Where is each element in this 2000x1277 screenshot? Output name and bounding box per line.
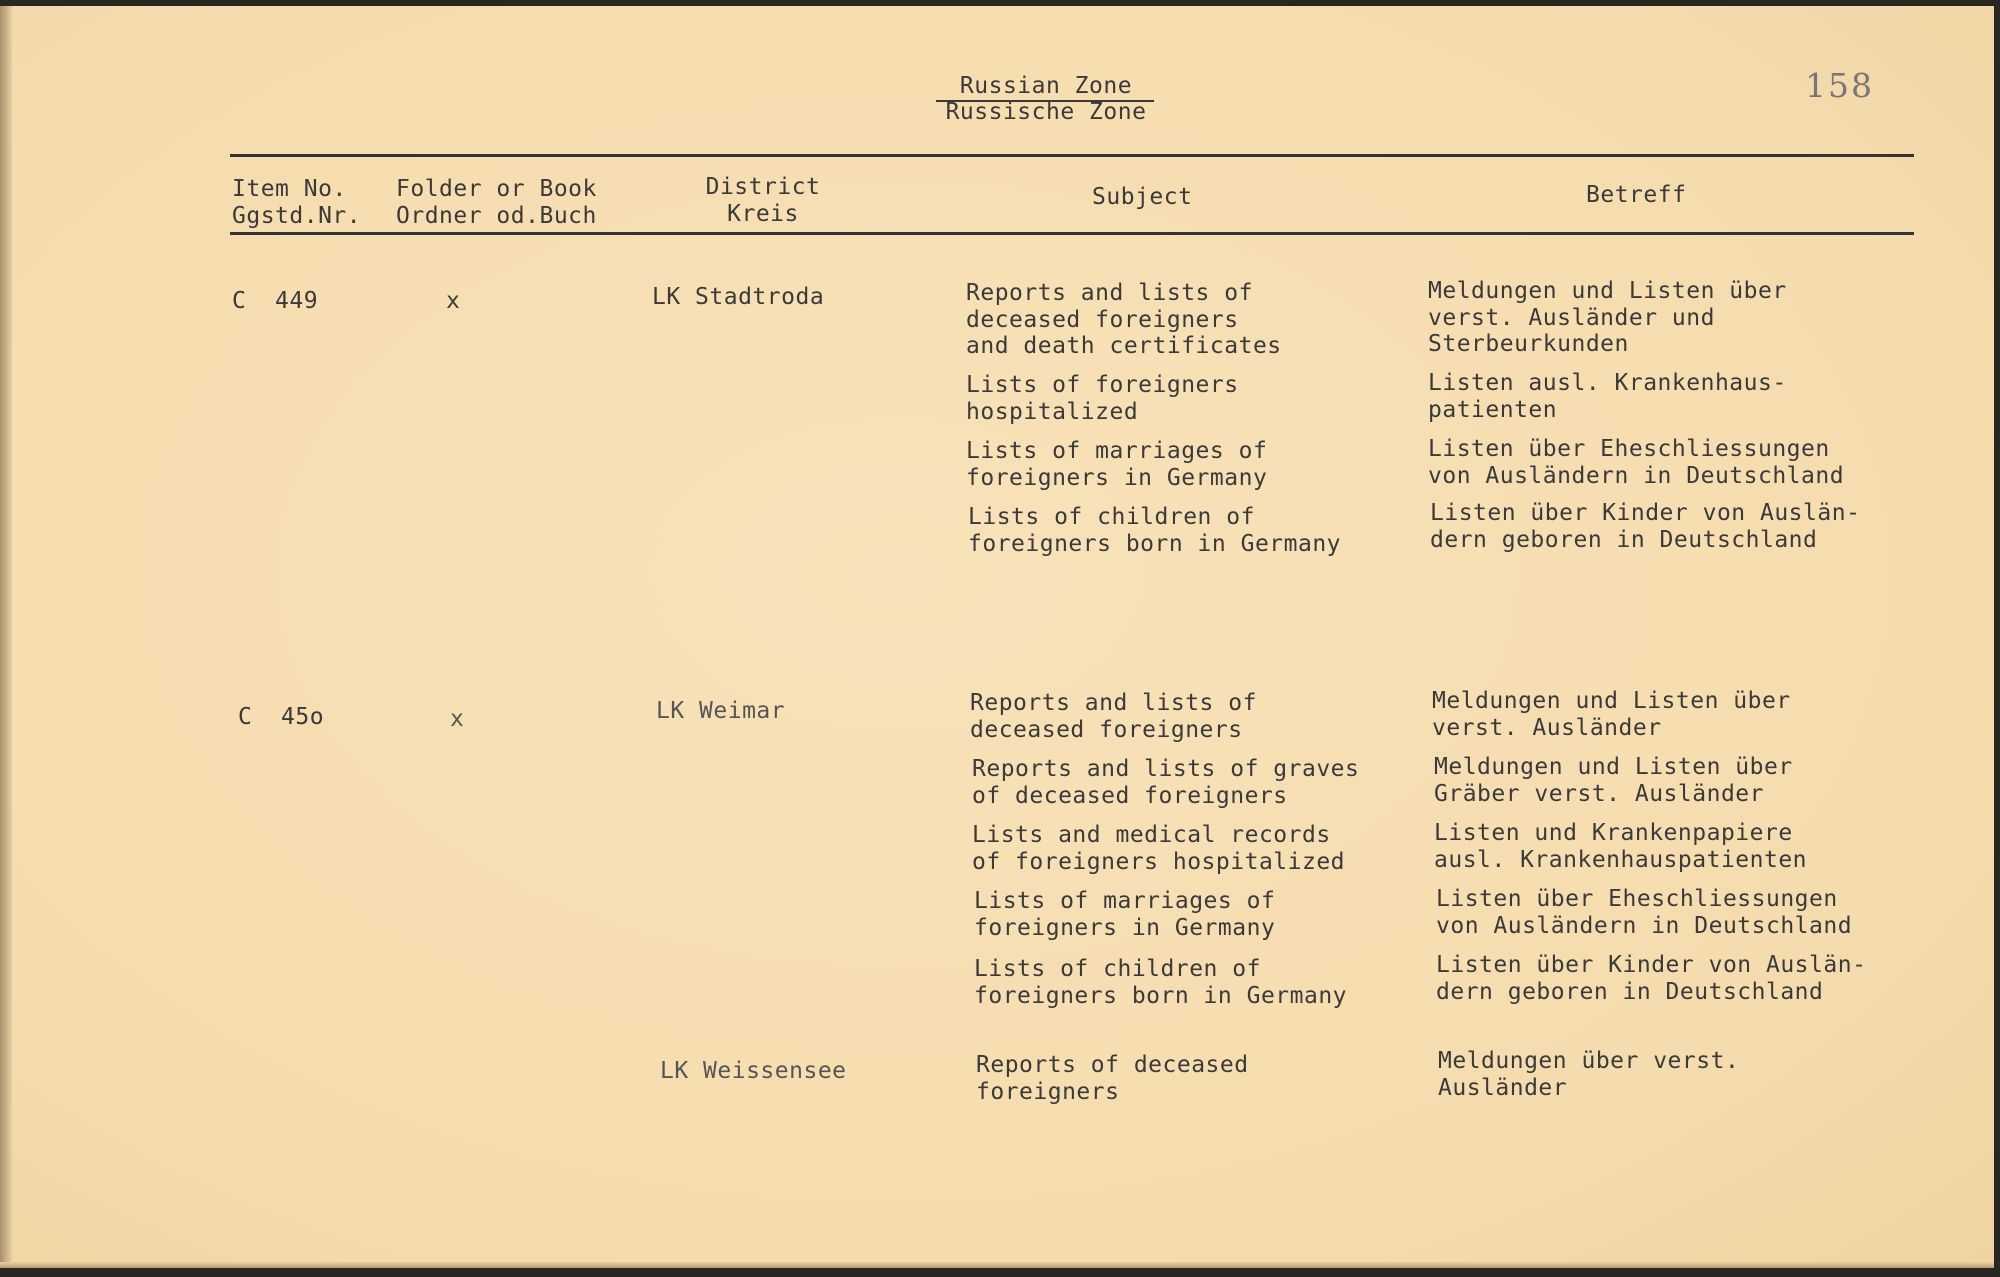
row-449-folder-mark: x	[446, 288, 461, 314]
row-449-subject-1: Reports and lists of deceased foreigners and death certificates	[966, 280, 1282, 359]
row-weissensee-betreff-1: Meldungen über verst. Ausländer	[1438, 1048, 1740, 1101]
row-449-item-number: C 449	[232, 288, 319, 314]
zone-title-english: Russian Zone	[959, 73, 1133, 99]
row-449-subject-4: Lists of children of foreigners born in Germany	[968, 504, 1342, 557]
row-449-subject-2: Lists of foreigners hospitalized	[966, 372, 1239, 425]
row-450-item-number: C 45o	[238, 704, 325, 730]
header-folder-or-book: Folder or Book Ordner od.Buch	[396, 176, 597, 229]
row-450-betreff-2: Meldungen und Listen über Gräber verst. Ausländer	[1434, 754, 1793, 807]
row-450-subject-3: Lists and medical records of foreigners hospitalized	[972, 822, 1346, 875]
page-bottom-edge	[0, 1262, 1994, 1268]
row-450-subject-5: Lists of children of foreigners born in Germany	[974, 956, 1348, 1009]
row-450-betreff-5: Listen über Kinder von Auslän- dern geboren in Deutschland	[1436, 952, 1867, 1005]
row-450-betreff-3: Listen und Krankenpapiere ausl. Krankenhauspatienten	[1434, 820, 1808, 873]
document-page	[0, 6, 1994, 1268]
zone-title-german: Russische Zone	[945, 99, 1147, 125]
page-number: 158	[1805, 66, 1874, 105]
table-header-rule	[230, 232, 1914, 235]
row-449-subject-3: Lists of marriages of foreigners in Germany	[966, 438, 1268, 491]
row-450-betreff-4: Listen über Eheschliessungen von Ausländern in Deutschland	[1436, 886, 1853, 939]
row-449-betreff-1: Meldungen und Listen über verst. Ausländer und Sterbeurkunden	[1428, 278, 1787, 357]
row-weissensee-subject-1: Reports of deceased foreigners	[976, 1052, 1249, 1105]
header-subject: Subject	[1092, 184, 1193, 210]
row-449-betreff-4: Listen über Kinder von Auslän- dern geboren in Deutschland	[1430, 500, 1861, 553]
row-450-subject-1: Reports and lists of deceased foreigners	[970, 690, 1257, 743]
row-449-betreff-3: Listen über Eheschliessungen von Ausländern in Deutschland	[1428, 436, 1845, 489]
header-item-number: Item No. Ggstd.Nr.	[232, 176, 362, 229]
row-450-betreff-1: Meldungen und Listen über verst. Ausländer	[1432, 688, 1791, 741]
table-top-rule	[230, 154, 1914, 157]
row-449-betreff-2: Listen ausl. Krankenhaus- patienten	[1428, 370, 1787, 423]
header-district: District Kreis	[705, 174, 821, 227]
header-betreff: Betreff	[1586, 182, 1687, 208]
row-449-district: LK Stadtroda	[652, 284, 825, 310]
row-450-folder-mark: x	[450, 706, 465, 732]
row-450-district: LK Weimar	[656, 698, 786, 724]
page-binding-edge	[0, 6, 12, 1268]
row-weissensee-district: LK Weissensee	[660, 1058, 847, 1084]
row-450-subject-4: Lists of marriages of foreigners in Germany	[974, 888, 1276, 941]
row-450-subject-2: Reports and lists of graves of deceased foreigners	[972, 756, 1360, 809]
